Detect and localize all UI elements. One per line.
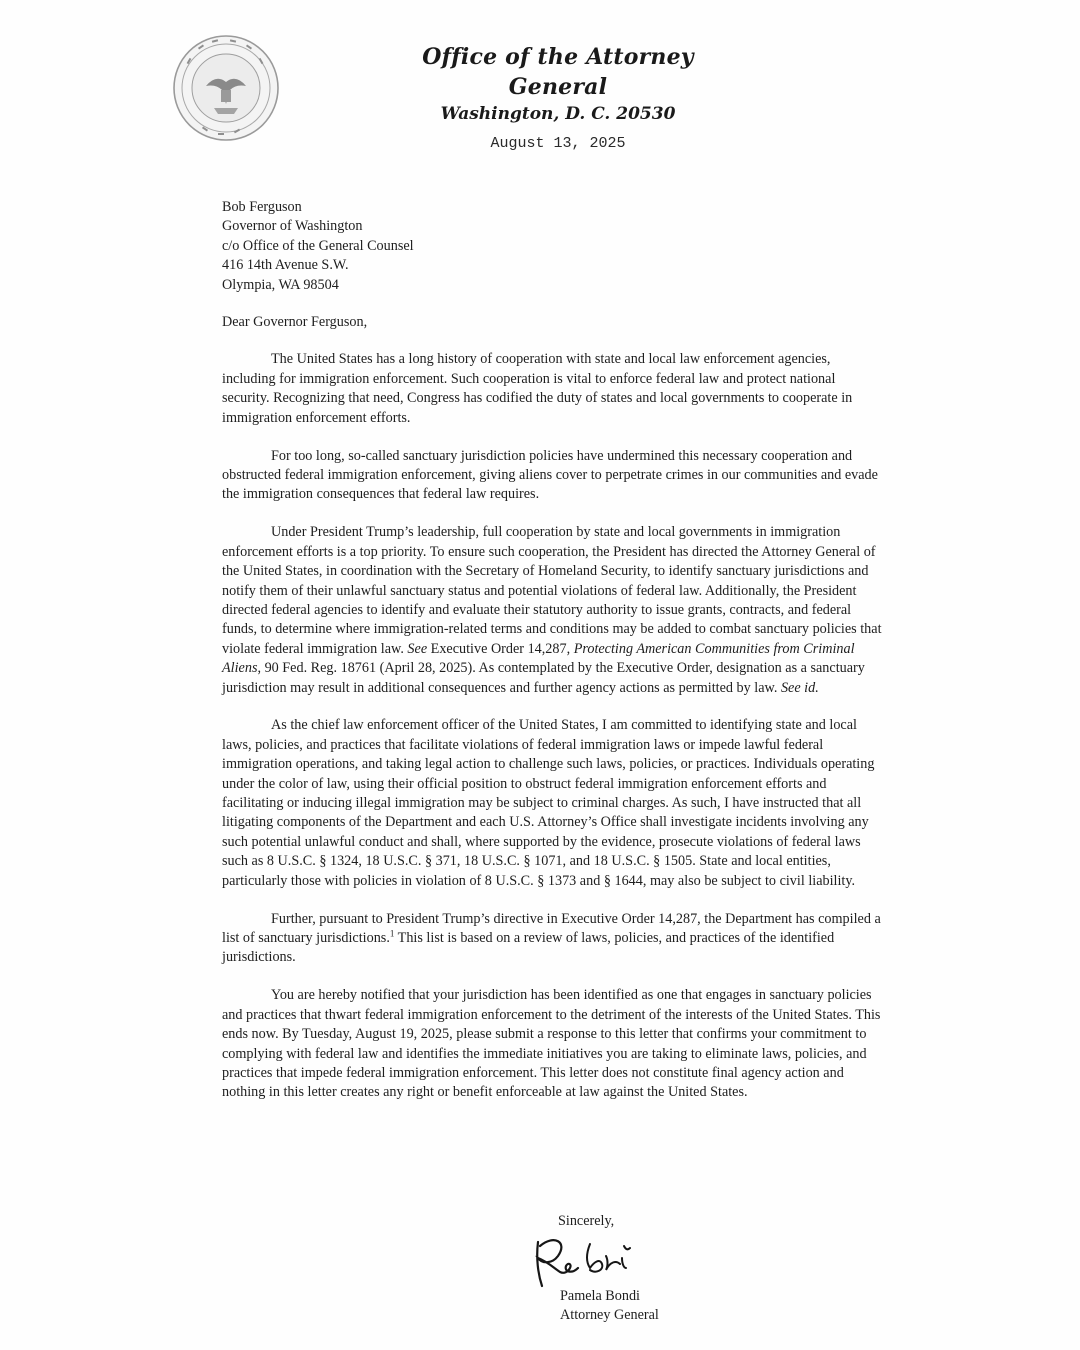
paragraph-4: As the chief law enforcement officer of the United States, I am committed to identifying state and local laws, policies, and practices that facilitate violations of federal immigration laws or impede lawful federal immigration operations, and taking legal action to challenge such laws, policies, or practices. Individuals operating under the color of law, using their official position to obstruct federal immigration enforcement efforts and facilitating or inducing illegal immigration may be subject to criminal charges. As such, I have instructed that all litigating components of the Department and each U.S. Attorney’s Office shall investigate incidents involving any such potential unlawful conduct and shall, where supported by the evidence, prosecute violations of federal laws such as 8 U.S.C. § 1324, 18 U.S.C. § 371, 18 U.S.C. § 1071, and 18 U.S.C. § 1505. State and local entities, particularly those with policies in violation of 8 U.S.C. § 1373 and § 1644, may also be subject to civil liability. [222,717,875,889]
doj-seal-icon [172,34,280,142]
paragraph-3-text-a: Under President Trump’s leadership, full cooperation by state and local governments in immigration enforcement efforts is a top priority. To ensure such cooperation, the President has directed the Attorney General of the United States, in coordination with the Secretary of Homeland Security, to identify sanctuary jurisdictions and notify them of their unlawful sanctuary status and potential violations of federal law. Additionally, the President directed federal agencies to identify and evaluate their statutory authority to issue grants, contracts, and federal funds, to determine where immigration-related terms and conditions may be added to combat sanctuary policies that violate federal immigration law. [222,524,882,657]
paragraph-3-text-c: , 90 Fed. Reg. 18761 (April 28, 2025). As contemplated by the Executive Order, designation as a sanctuary jurisdiction may result in additional consequences and further agency actions as permitted by law. [222,660,865,696]
paragraph-3 [222,523,882,698]
signer-title: Attorney General [560,1307,659,1324]
salutation: Dear Governor Ferguson, [222,314,368,331]
citation-see-id: See id. [780,679,819,696]
paragraph-6: You are hereby notified that your jurisdiction has been identified as one that engages in sanctuary policies and practices that thwart federal immigration enforcement to the detriment of the interests of the United States. This ends now. By Tuesday, August 19, 2025, please submit a response to this letter that confirms your commitment to complying with federal law and identifies the immediate initiatives you are taking to eliminate laws, policies, and practices that impede federal immigration enforcement. This letter does not constitute final agency action and nothing in this letter creates any right or benefit enforceable at law against the United States. [222,987,881,1101]
signature-icon [528,1228,638,1290]
citation-see: See [407,640,428,657]
addressee-street: 416 14th Avenue S.W. [222,257,349,274]
footnote-marker: 1 [389,928,395,939]
addressee-block [222,198,882,295]
signer-name: Pamela Bondi [560,1288,640,1304]
citation-title: Protecting American Communities from Criminal Aliens [222,640,855,677]
letter-date: August 13, 2025 [490,135,626,152]
addressee-city: Olympia, WA 98504 [222,276,339,293]
addressee-name: Bob Ferguson [222,199,302,215]
paragraph-5-text-b: This list is based on a review of laws, policies, and practices of the identified jurisdictions. [222,930,835,966]
office-address: Washington, D. C. 20530 [440,104,676,124]
paragraph-1: The United States has a long history of cooperation with state and local law enforcement agencies, including for immigration enforcement. Such cooperation is vital to enforce federal law and protect national security. Recognizing that need, Congress has codified the duty of states and local governments to cooperate in immigration enforcement efforts. [222,351,853,426]
closing: Sincerely, [558,1213,615,1229]
letterhead [388,42,728,154]
office-title: Office of the Attorney General [422,44,694,100]
addressee-title: Governor of Washington [222,218,363,235]
addressee-office: c/o Office of the General Counsel [222,237,414,254]
paragraph-5-text-a: Further, pursuant to President Trump’s directive in Executive Order 14,287, the Department has compiled a list of sanctuary jurisdictions. [222,910,881,946]
letter-body [222,198,882,1121]
paragraph-2: For too long, so-called sanctuary jurisdiction policies have undermined this necessary cooperation and obstructed federal immigration enforcement, giving aliens cover to perpetrate crimes in our communities and evade the immigration consequences that federal law requires. [222,447,878,503]
signer-block [560,1287,659,1326]
paragraph-3-text-b: Executive Order 14,287, [430,640,571,657]
paragraph-5 [222,910,882,968]
